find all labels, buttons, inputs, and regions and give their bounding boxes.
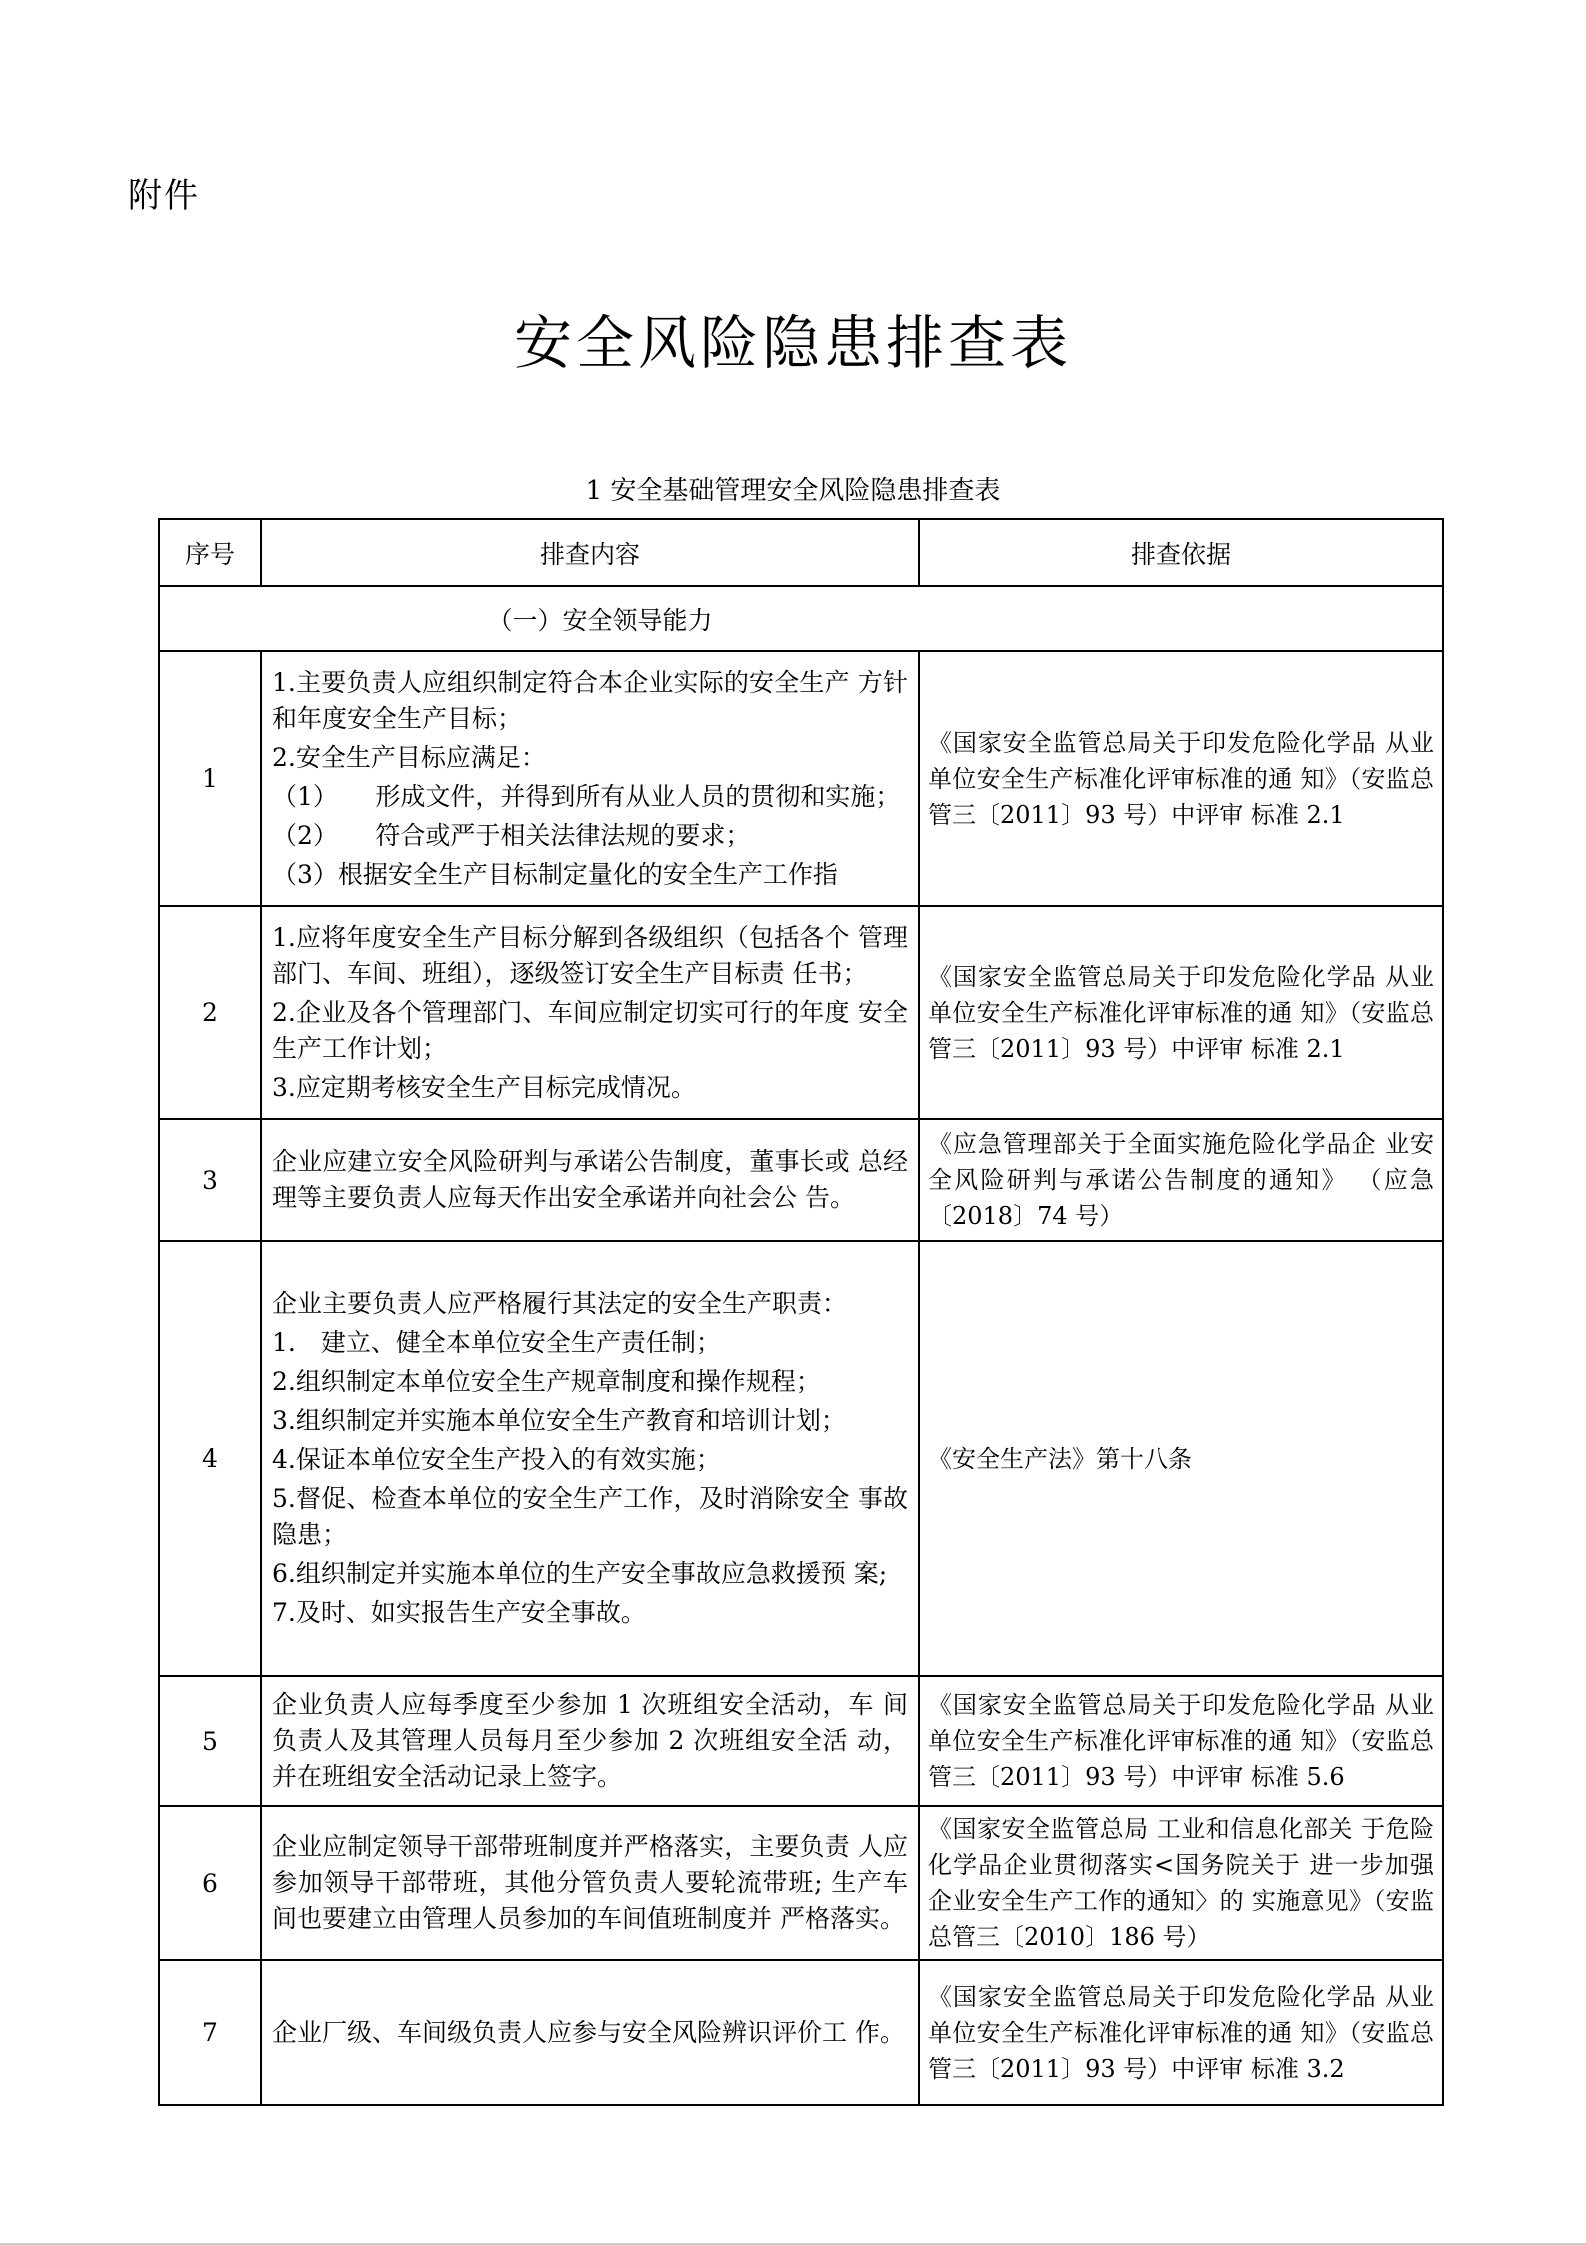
row-basis: 《国家安全监管总局关于印发危险化学品 从业单位安全生产标准化评审标准的通 知》（安监总管三〔2011〕93 号）中评审 标准 5.6: [919, 1676, 1443, 1806]
row-number: 2: [159, 906, 261, 1119]
content-paragraph: 1. 建立、健全本单位安全生产责任制；: [272, 1328, 721, 1357]
row-content: [261, 651, 919, 906]
inspection-table: [158, 518, 1444, 2106]
row-number: 6: [159, 1806, 261, 1960]
column-header-no: 序号: [159, 519, 261, 586]
row-number: 4: [159, 1241, 261, 1676]
content-paragraph: 2.组织制定本单位安全生产规章制度和操作规程；: [272, 1367, 821, 1396]
content-paragraph: 2.安全生产目标应满足：: [272, 742, 546, 772]
content-paragraph: 企业应建立安全风险研判与承诺公告制度，董事长或 总经理等主要负责人应每天作出安全承诺并向社会公 告。: [272, 1147, 908, 1212]
table-row: [159, 1676, 1443, 1806]
column-header-content: 排查内容: [261, 519, 919, 586]
row-number: 1: [159, 651, 261, 906]
row-content: [261, 1960, 919, 2105]
content-paragraph: 3.应定期考核安全生产目标完成情况。: [272, 1072, 696, 1102]
content-paragraph: 2.企业及各个管理部门、车间应制定切实可行的年度 安全生产工作计划；: [272, 997, 908, 1063]
content-paragraph: （2） 符合或严于相关法律法规的要求；: [272, 820, 751, 850]
table-row: [159, 1119, 1443, 1241]
content-paragraph: （3）根据安全生产目标制定量化的安全生产工作指: [272, 859, 838, 889]
row-basis: 《安全生产法》第十八条: [919, 1241, 1443, 1676]
column-header-basis: 排查依据: [919, 519, 1443, 586]
content-paragraph: 7.及时、如实报告生产安全事故。: [272, 1598, 646, 1627]
row-basis: 《国家安全监管总局 工业和信息化部关 于危险化学品企业贯彻落实<国务院关于 进一步加强企业安全生产工作的通知〉的 实施意见》（安监总管三〔2010〕186 号）: [919, 1806, 1443, 1960]
row-number: 3: [159, 1119, 261, 1241]
content-paragraph: 企业负责人应每季度至少参加 1 次班组安全活动，车 间负责人及其管理人员每月至少参加 2 次班组安全活 动，并在班组安全活动记录上签字。: [272, 1690, 908, 1791]
content-paragraph: （1） 形成文件，并得到所有从业人员的贯彻和实施；: [272, 781, 901, 811]
row-content: [261, 1806, 919, 1960]
content-paragraph: 企业主要负责人应严格履行其法定的安全生产职责：: [272, 1289, 848, 1318]
row-content: [261, 1119, 919, 1241]
row-number: 7: [159, 1960, 261, 2105]
content-paragraph: 6.组织制定并实施本单位的生产安全事故应急救援预 案;: [272, 1559, 888, 1588]
section-row: [159, 586, 1443, 651]
table-row: [159, 1241, 1443, 1676]
attachment-label: 附件: [128, 176, 200, 216]
row-basis: 《应急管理部关于全面实施危险化学品企 业安全风险研判与承诺公告制度的通知》 （应急〔2018〕74 号）: [919, 1119, 1443, 1241]
content-paragraph: 3.组织制定并实施本单位安全生产教育和培训计划；: [272, 1406, 846, 1435]
content-paragraph: 企业厂级、车间级负责人应参与安全风险辨识评价工 作。: [272, 2017, 905, 2047]
content-paragraph: 企业应制定领导干部带班制度并严格落实，主要负责 人应参加领导干部带班，其他分管负责人要轮流带班; 生产车间也要建立由管理人员参加的车间值班制度并 严格落实。: [272, 1832, 908, 1933]
content-paragraph: 5.督促、检查本单位的安全生产工作，及时消除安全 事故隐患；: [272, 1484, 908, 1549]
table-row: [159, 651, 1443, 906]
table-row: [159, 906, 1443, 1119]
table-caption: 1 安全基础管理安全风险隐患排查表: [585, 476, 1001, 506]
row-content: [261, 906, 919, 1119]
content-paragraph: 1.主要负责人应组织制定符合本企业实际的安全生产 方针和年度安全生产目标；: [272, 667, 908, 733]
table-row: [159, 1960, 1443, 2105]
content-paragraph: 4.保证本单位安全生产投入的有效实施；: [272, 1445, 721, 1474]
content-paragraph: 1.应将年度安全生产目标分解到各级组织（包括各个 管理部门、车间、班组），逐级签订安全生产目标责 任书；: [272, 922, 908, 988]
row-number: 5: [159, 1676, 261, 1806]
row-basis: 《国家安全监管总局关于印发危险化学品 从业单位安全生产标准化评审标准的通 知》（安监总管三〔2011〕93 号）中评审 标准 2.1: [919, 906, 1443, 1119]
table-row: [159, 1806, 1443, 1960]
row-content: [261, 1676, 919, 1806]
section-cell: [159, 586, 1443, 651]
page-title: 安全风险隐患排查表: [513, 309, 1072, 377]
row-basis: 《国家安全监管总局关于印发危险化学品 从业单位安全生产标准化评审标准的通 知》（安监总管三〔2011〕93 号）中评审 标准 2.1: [919, 651, 1443, 906]
table-header-row: [159, 519, 1443, 586]
row-basis: 《国家安全监管总局关于印发危险化学品 从业单位安全生产标准化评审标准的通 知》（安监总管三〔2011〕93 号）中评审 标准 3.2: [919, 1960, 1443, 2105]
section-title: （一）安全领导能力: [487, 605, 713, 635]
row-content: [261, 1241, 919, 1676]
